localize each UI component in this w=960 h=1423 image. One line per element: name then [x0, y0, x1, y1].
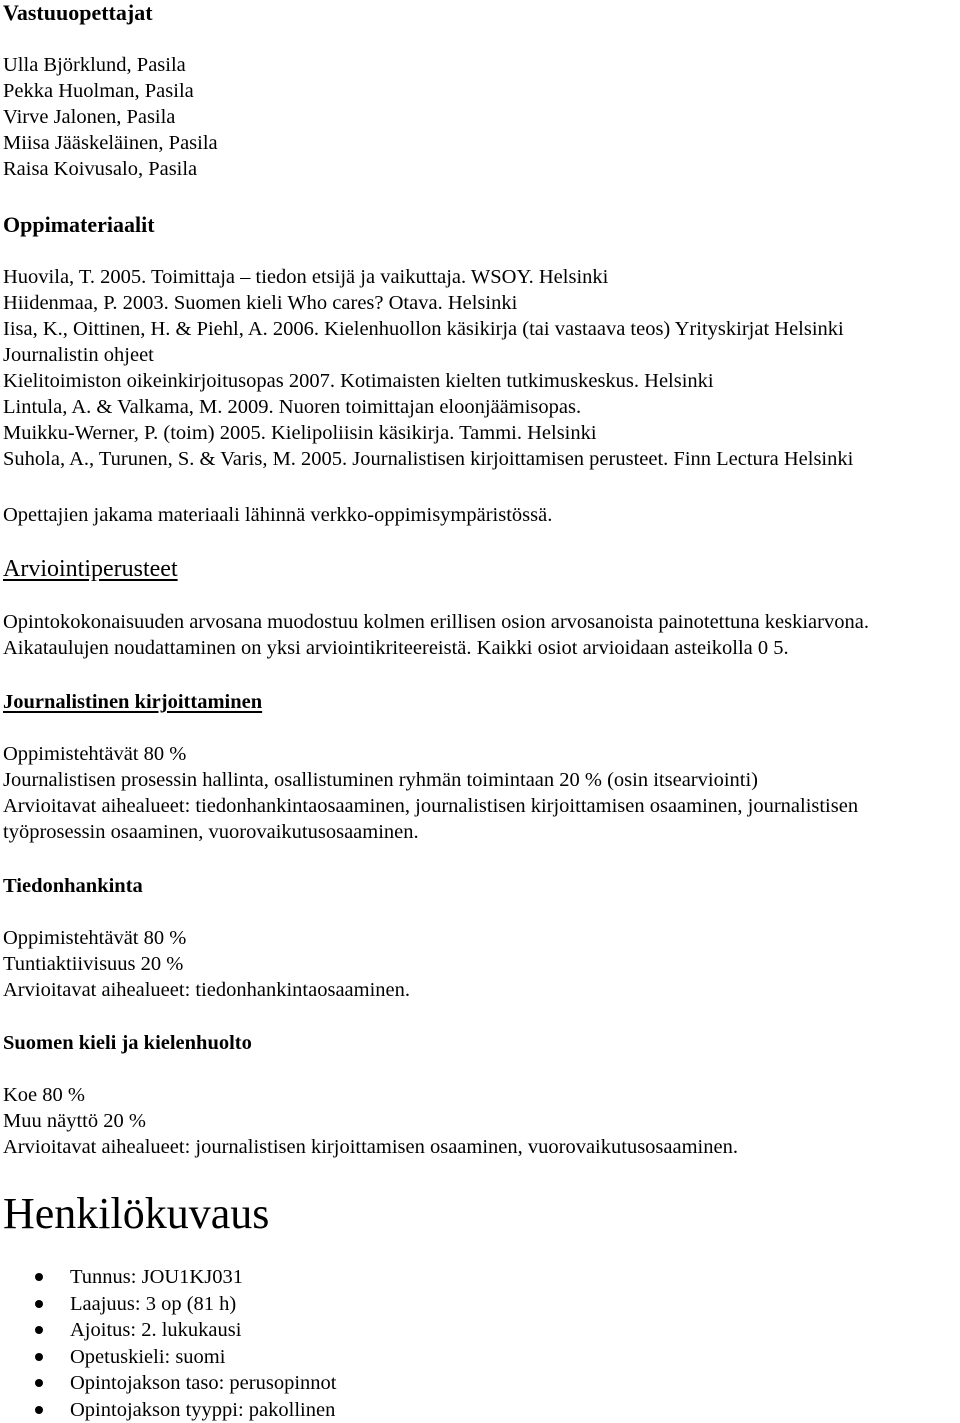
list-item	[3, 1317, 336, 1344]
detail-line: Journalistisen prosessin hallinta, osallistuminen ryhmän toimintaan 20 % (osin itsearviointi)	[3, 767, 858, 793]
list-item	[3, 1370, 336, 1397]
detail-line: Oppimistehtävät 80 %	[3, 925, 410, 951]
heading-vastuuopettajat: Vastuuopettajat	[3, 0, 153, 26]
list-item-label: Ajoitus: 2. lukukausi	[70, 1319, 241, 1341]
reference-item: Journalistin ohjeet	[3, 342, 853, 368]
reference-item: Lintula, A. & Valkama, M. 2009. Nuoren toimittajan eloonjäämisopas.	[3, 394, 853, 420]
list-item	[3, 1397, 336, 1423]
heading-journalistinen-kirjoittaminen: Journalistinen kirjoittaminen	[3, 688, 262, 716]
course-info-list	[3, 1264, 336, 1423]
tiedonhankinta-details	[3, 925, 410, 1003]
bullet-icon	[35, 1300, 43, 1308]
suomen-kieli-details	[3, 1082, 738, 1160]
detail-line: Tuntiaktiivisuus 20 %	[3, 951, 410, 977]
heading-henkilokuvaus: Henkilökuvaus	[3, 1190, 269, 1238]
assessment-text	[3, 609, 869, 661]
list-item	[3, 1344, 336, 1371]
heading-oppimateriaalit: Oppimateriaalit	[3, 212, 155, 238]
list-item-label: Opetuskieli: suomi	[70, 1346, 225, 1368]
reference-item: Kielitoimiston oikeinkirjoitusopas 2007. Kotimaisten kielten tutkimuskeskus. Helsinki	[3, 368, 853, 394]
list-item	[3, 1291, 336, 1318]
reference-item: Suhola, A., Turunen, S. & Varis, M. 2005. Journalistisen kirjoittamisen perusteet. Finn Lectura Helsinki	[3, 446, 853, 472]
detail-line: Koe 80 %	[3, 1082, 738, 1108]
reference-item: Muikku-Werner, P. (toim) 2005. Kielipoliisin käsikirja. Tammi. Helsinki	[3, 420, 853, 446]
detail-line: Arvioitavat aihealueet: journalistisen kirjoittamisen osaaminen, vuorovaikutusosaaminen.	[3, 1134, 738, 1160]
reference-item: Huovila, T. 2005. Toimittaja – tiedon etsijä ja vaikuttaja. WSOY. Helsinki	[3, 264, 853, 290]
bullet-icon	[35, 1379, 43, 1387]
teacher-item: Miisa Jääskeläinen, Pasila	[3, 130, 218, 156]
list-item-label: Opintojakson taso: perusopinnot	[70, 1372, 336, 1394]
teacher-item: Pekka Huolman, Pasila	[3, 78, 218, 104]
bullet-icon	[35, 1353, 43, 1361]
journalistinen-details	[3, 741, 858, 845]
reference-list	[3, 264, 853, 472]
material-note: Opettajien jakama materiaali lähinnä verkko-oppimisympäristössä.	[3, 502, 552, 528]
heading-tiedonhankinta: Tiedonhankinta	[3, 873, 143, 899]
assessment-line: Opintokokonaisuuden arvosana muodostuu kolmen erillisen osion arvosanoista painotettuna keskiarvona.	[3, 609, 869, 635]
bullet-icon	[35, 1326, 43, 1334]
teacher-item: Ulla Björklund, Pasila	[3, 52, 218, 78]
detail-line: Arvioitavat aihealueet: tiedonhankintaosaaminen, journalistisen kirjoittamisen osaaminen, journalistisen	[3, 793, 858, 819]
detail-line: Muu näyttö 20 %	[3, 1108, 738, 1134]
heading-arviointiperusteet: Arviointiperusteet	[3, 555, 178, 583]
assessment-line: Aikataulujen noudattaminen on yksi arviointikriteereistä. Kaikki osiot arvioidaan asteikolla 0 5.	[3, 635, 869, 661]
reference-item: Iisa, K., Oittinen, H. & Piehl, A. 2006. Kielenhuollon käsikirja (tai vastaava teos) Yrityskirjat Helsinki	[3, 316, 853, 342]
list-item-label: Laajuus: 3 op (81 h)	[70, 1293, 236, 1315]
teacher-item: Virve Jalonen, Pasila	[3, 104, 218, 130]
detail-line: Arvioitavat aihealueet: tiedonhankintaosaaminen.	[3, 977, 410, 1003]
bullet-icon	[35, 1406, 43, 1414]
list-item	[3, 1264, 336, 1291]
detail-line: työprosessin osaaminen, vuorovaikutusosaaminen.	[3, 819, 858, 845]
list-item-label: Tunnus: JOU1KJ031	[70, 1266, 243, 1288]
detail-line: Oppimistehtävät 80 %	[3, 741, 858, 767]
heading-suomen-kieli: Suomen kieli ja kielenhuolto	[3, 1030, 252, 1056]
list-item-label: Opintojakson tyyppi: pakollinen	[70, 1399, 335, 1421]
teacher-list	[3, 52, 218, 182]
teacher-item: Raisa Koivusalo, Pasila	[3, 156, 218, 182]
bullet-icon	[35, 1273, 43, 1281]
reference-item: Hiidenmaa, P. 2003. Suomen kieli Who cares? Otava. Helsinki	[3, 290, 853, 316]
